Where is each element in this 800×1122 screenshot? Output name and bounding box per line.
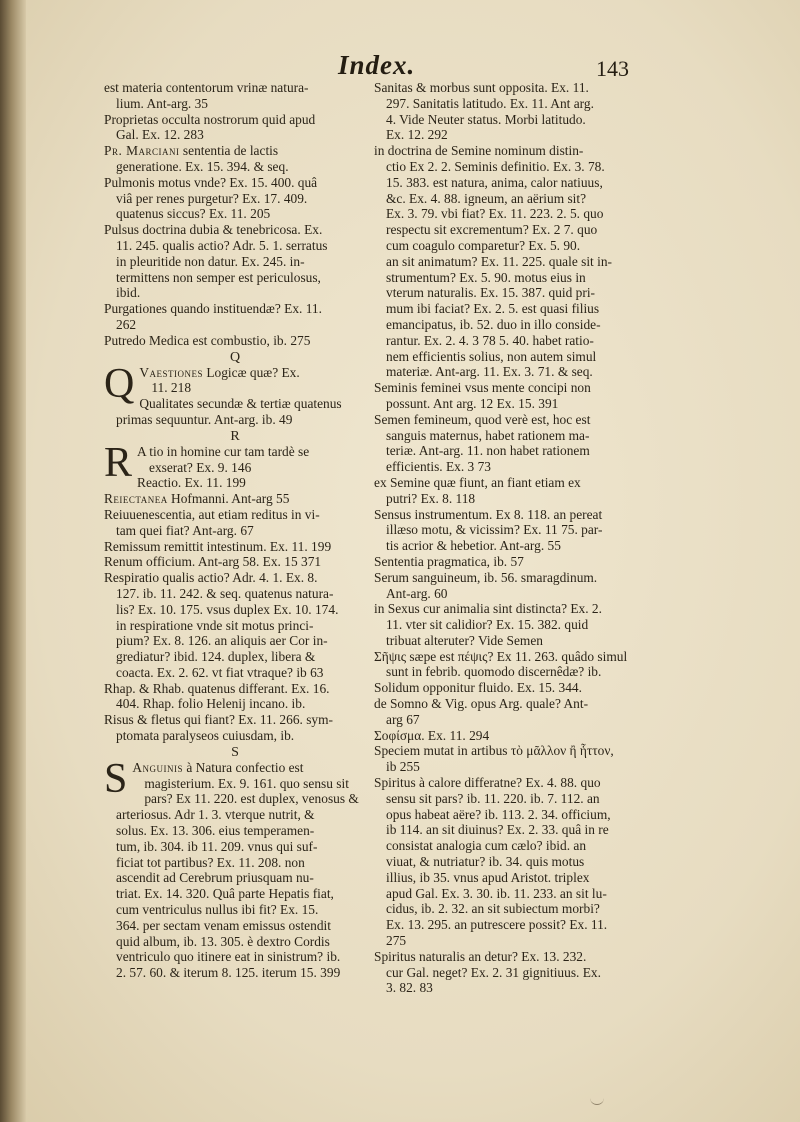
entry-line	[374, 917, 638, 933]
page-mark	[590, 1094, 604, 1105]
index-entry	[374, 475, 638, 507]
entry-line	[139, 396, 366, 412]
index-entry	[374, 649, 638, 681]
index-entry	[374, 949, 638, 996]
entry-line	[374, 475, 638, 491]
entry-text: 404. Rhap. folio Helenij incano. ib.	[116, 696, 306, 712]
entry-line	[104, 238, 366, 254]
entry-text: Ex. 12. 292	[386, 127, 448, 143]
entry-text: Semen femineum, quod verè est, hoc est	[374, 411, 591, 427]
entry-text: Respiratio qualis actio? Adr. 4. 1. Ex. 8.	[104, 570, 318, 586]
entry-text: cum ventriculus nullus ibi fit? Ex. 15.	[116, 902, 319, 918]
entry-line	[374, 822, 638, 838]
entry-text: sanguis maternus, habet rationem ma-	[386, 427, 590, 443]
index-entry	[104, 333, 366, 349]
entry-text: triat. Ex. 14. 320. Quâ parte Hepatis fiat,	[116, 886, 334, 902]
entry-text: pium? Ex. 8. 126. an aliquis aer Cor in-	[116, 633, 328, 649]
index-entry	[374, 554, 638, 570]
entry-line	[104, 902, 366, 918]
entry-text: quid album, ib. 13. 305. è dextro Cordis	[116, 933, 330, 949]
entry-line	[104, 222, 366, 238]
entry-text: possunt. Ant arg. 12 Ex. 15. 391	[386, 395, 559, 411]
entry-text: Speciem mutat in artibus τὸ μᾶλλον ἢ ἧττον,	[374, 743, 614, 759]
entry-line	[374, 254, 638, 270]
index-entry	[104, 301, 366, 333]
entry-line	[137, 460, 366, 476]
entry-line	[374, 680, 638, 696]
entry-line	[104, 191, 366, 207]
entry-line	[104, 175, 366, 191]
entry-text: 127. ib. 11. 242. & seq. quatenus natura-	[116, 585, 334, 601]
entry-line	[374, 712, 638, 728]
index-entry	[374, 601, 638, 648]
entry-text: primas sequuntur. Ant-arg. ib. 49	[116, 411, 293, 427]
entry-line	[374, 301, 638, 317]
entry-text: ib 255	[386, 759, 420, 775]
entry-text: 275	[386, 933, 407, 949]
entry-text: in respiratione vnde sit motus princi-	[116, 617, 314, 633]
index-entry	[104, 712, 366, 744]
entry-line	[104, 934, 366, 950]
entry-line	[104, 949, 366, 965]
entry-text: Sanitas & morbus sunt opposita. Ex. 11.	[374, 80, 589, 95]
entry-line	[104, 870, 366, 886]
entry-line	[374, 412, 638, 428]
entry-text: solus. Ex. 13. 306. eius temperamen-	[116, 823, 315, 839]
entry-text: materiæ. Ant-arg. 11. Ex. 3. 71. & seq.	[386, 364, 593, 380]
entry-text: Spiritus naturalis an detur? Ex. 13. 232.	[374, 948, 587, 964]
entry-line	[132, 776, 366, 792]
left-column	[104, 80, 366, 981]
entry-line	[137, 475, 366, 491]
entry-text: nem efficientis solius, non autem simul	[386, 348, 597, 364]
entry-line	[374, 270, 638, 286]
entry-line	[104, 665, 366, 681]
entry-line	[104, 333, 366, 349]
index-entry	[374, 507, 638, 554]
entry-line	[374, 586, 638, 602]
index-entry	[374, 775, 638, 949]
entry-text: strumentum? Ex. 5. 90. motus eius in	[386, 269, 586, 285]
entry-line	[104, 855, 366, 871]
entry-line	[374, 538, 638, 554]
entry-line	[104, 807, 366, 823]
entry-text: tribuat alteruter? Vide Semen	[386, 632, 543, 648]
entry-line	[374, 428, 638, 444]
index-entry	[104, 570, 366, 681]
index-entry	[104, 475, 366, 491]
entry-text: de Somno & Vig. opus Arg. quale? Ant-	[374, 696, 589, 712]
entry-line	[104, 602, 366, 618]
letter-heading-q: Q	[229, 349, 241, 365]
entry-text: illius, ib 35. vnus apud Aristot. triplex	[386, 869, 590, 885]
index-entry	[104, 507, 366, 539]
entry-text: quatenus siccus? Ex. 11. 205	[116, 206, 271, 222]
index-entry	[374, 743, 638, 775]
entry-line	[104, 649, 366, 665]
entry-keyword: Pr. Marciani	[104, 143, 180, 159]
entry-line	[374, 522, 638, 538]
entry-line	[374, 396, 638, 412]
entry-line	[374, 491, 638, 507]
entry-text: lium. Ant-arg. 35	[116, 95, 208, 111]
entry-text: lis? Ex. 10. 175. vsus duplex Ex. 10. 174.	[116, 601, 339, 617]
entry-line	[104, 839, 366, 855]
binding-gutter	[0, 0, 26, 1122]
entry-line	[104, 712, 366, 728]
entry-line	[374, 838, 638, 854]
entry-line	[104, 539, 366, 555]
entry-text: Qualitates secundæ & tertiæ quatenus	[139, 396, 342, 412]
entry-text: ex Semine quæ fiunt, an fiant etiam ex	[374, 474, 581, 490]
entry-line	[104, 554, 366, 570]
index-entries-s-continued	[374, 80, 638, 996]
entry-text: ascendit ad Cerebrum priusquam nu-	[116, 870, 314, 886]
entry-line	[104, 696, 366, 712]
entry-line	[374, 507, 638, 523]
entry-text: mum ibi faciat? Ex. 2. 5. est quasi filius	[386, 301, 600, 317]
entry-text: Sententia pragmatica, ib. 57	[374, 553, 524, 569]
entry-line	[374, 222, 638, 238]
entry-text: exserat? Ex. 9. 146	[149, 459, 252, 475]
entry-line	[374, 333, 638, 349]
entry-text: viuat, & nutriatur? ib. 34. quis motus	[386, 854, 585, 870]
entry-line	[374, 949, 638, 965]
entry-line	[374, 886, 638, 902]
index-entry	[374, 143, 638, 380]
entry-text: 2. 57. 60. & iterum 8. 125. iterum 15. 399	[116, 965, 341, 981]
entry-text: tum, ib. 304. ib 11. 209. vnus qui suf-	[116, 838, 318, 854]
right-column	[374, 80, 638, 996]
entry-line	[374, 443, 638, 459]
entry-line	[104, 681, 366, 697]
entry-text: apud Gal. Ex. 3. 30. ib. 11. 233. an sit lu-	[386, 885, 607, 901]
entry-line	[137, 444, 366, 460]
entry-line	[132, 791, 366, 807]
index-entry	[104, 80, 366, 112]
entry-line	[374, 870, 638, 886]
entry-text: cum coagulo comparetur? Ex. 5. 90.	[386, 237, 581, 253]
entry-line	[374, 349, 638, 365]
drop-capital: Q	[104, 360, 135, 407]
entry-text: pars? Ex 11. 220. est duplex, venosus &	[144, 791, 359, 807]
entry-keyword: Reiectanea	[104, 491, 168, 507]
entry-line	[104, 586, 366, 602]
entry-text: putri? Ex. 8. 118	[386, 490, 476, 506]
entry-line	[374, 459, 638, 475]
entry-line	[104, 633, 366, 649]
entry-text: cidus, ib. 2. 32. an sit subiectum morbi?	[386, 901, 600, 917]
entry-text: in doctrina de Semine nominum distin-	[374, 143, 584, 159]
entry-line	[104, 886, 366, 902]
entry-line	[374, 807, 638, 823]
entry-text: Logicæ quæ? Ex.	[203, 364, 300, 380]
entry-line	[374, 696, 638, 712]
entry-line	[374, 965, 638, 981]
entry-text: Rhap. & Rhab. quatenus differant. Ex. 16.	[104, 680, 330, 696]
entry-text: A tio in homine cur tam tardè se	[137, 443, 310, 459]
entry-text: tam quei fiat? Ant-arg. 67	[116, 522, 254, 538]
index-entry	[374, 570, 638, 602]
entry-line	[374, 791, 638, 807]
entry-text: Ant-arg. 60	[386, 585, 448, 601]
index-entry	[374, 412, 638, 475]
entry-text: 11. 245. qualis actio? Adr. 5. 1. serratus	[116, 237, 328, 253]
entry-text: 297. Sanitatis latitudo. Ex. 11. Ant arg.	[386, 95, 594, 111]
entry-line	[374, 980, 638, 996]
entry-line	[374, 175, 638, 191]
index-entry	[104, 491, 366, 507]
entry-line	[104, 965, 366, 981]
entry-text: 3. 82. 83	[386, 980, 433, 996]
index-entry	[104, 396, 366, 428]
entry-line	[374, 664, 638, 680]
entry-text: 364. per sectam venam emissus ostendit	[116, 917, 331, 933]
entry-line	[104, 570, 366, 586]
entry-line	[104, 618, 366, 634]
entry-text: Reactio. Ex. 11. 199	[137, 475, 246, 491]
index-entry	[104, 143, 366, 175]
entry-text: efficientis. Ex. 3 73	[386, 459, 491, 475]
entry-line	[104, 254, 366, 270]
entry-line	[374, 112, 638, 128]
entry-text: Pulmonis motus vnde? Ex. 15. 400. quâ	[104, 174, 318, 190]
entry-line	[374, 143, 638, 159]
entry-text: teriæ. Ant-arg. 11. non habet rationem	[386, 443, 590, 459]
entry-text: tis acrior & hebetior. Ant-arg. 55	[386, 538, 561, 554]
entry-line	[374, 238, 638, 254]
entry-text: sunt in febrib. quomodo discernêdæ? ib.	[386, 664, 602, 680]
entry-text: vterum naturalis. Ex. 15. 387. quid pri-	[386, 285, 596, 301]
entry-text: Reiuuenescentia, aut etiam reditus in vi-	[104, 506, 320, 522]
entry-line	[374, 191, 638, 207]
index-entry	[104, 755, 366, 981]
entry-text: magisterium. Ex. 9. 161. quo sensu sit	[144, 775, 349, 791]
entry-text: Spiritus à calore differatne? Ex. 4. 88. quo	[374, 775, 601, 791]
entry-text: 11. vter sit calidior? Ex. 15. 382. quid	[386, 617, 589, 633]
entry-text: Ex. 13. 295. an putrescere possit? Ex. 11.	[386, 917, 608, 933]
entry-text: Sensus instrumentum. Ex 8. 118. an pereat	[374, 506, 603, 522]
entry-line	[374, 127, 638, 143]
entry-line	[374, 380, 638, 396]
entry-line	[104, 80, 366, 96]
entry-text: sententia de lactis	[179, 143, 279, 159]
entry-text: ibid.	[116, 285, 141, 301]
entry-line	[139, 365, 366, 381]
entry-line	[374, 775, 638, 791]
entry-text: Serum sanguineum, ib. 56. smaragdinum.	[374, 569, 598, 585]
entry-line	[104, 143, 366, 159]
entry-line	[104, 507, 366, 523]
index-entry	[104, 554, 366, 570]
entry-text: à Natura confectio est	[183, 759, 304, 775]
entry-text: ib 114. an sit diuinus? Ex. 2. 33. quâ in re	[386, 822, 609, 838]
entry-text: ventriculo quo itinere eat in sinistrum? ib.	[116, 949, 341, 965]
entry-text: Proprietas occulta nostrorum quid apud	[104, 111, 316, 127]
entry-line	[104, 301, 366, 317]
entry-text: Seminis feminei vsus mente concipi non	[374, 380, 591, 396]
entry-text: 11. 218	[151, 380, 192, 396]
entry-line	[104, 728, 366, 744]
entry-line	[104, 206, 366, 222]
index-entries-s	[104, 755, 366, 981]
entry-text: in Sexus cur animalia sint distincta? Ex. 2.	[374, 601, 602, 617]
index-entry	[374, 680, 638, 696]
entry-line	[374, 601, 638, 617]
index-entry	[374, 696, 638, 728]
index-entry	[374, 80, 638, 143]
entry-line	[104, 412, 366, 428]
entry-text: Ex. 3. 79. vbi fiat? Ex. 11. 223. 2. 5. quo	[386, 206, 604, 222]
entry-text: ficiat tot partibus? Ex. 11. 208. non	[116, 854, 305, 870]
entry-text: coacta. Ex. 2. 62. vt fiat vtraque? ib 63	[116, 664, 324, 680]
entry-line	[374, 617, 638, 633]
page-number: 143	[596, 56, 629, 81]
entry-keyword: Anguinis	[132, 759, 184, 775]
entry-text: opus habeat aëre? ib. 113. 2. 34. officium,	[386, 806, 611, 822]
entry-text: in pleuritide non datur. Ex. 245. in-	[116, 253, 305, 269]
entry-line	[104, 823, 366, 839]
entry-text: Purgationes quando instituendæ? Ex. 11.	[104, 301, 322, 317]
entry-text: Σοφίσμα. Ex. 11. 294	[374, 727, 490, 743]
entry-line	[374, 285, 638, 301]
entry-line	[374, 80, 638, 96]
index-entry	[104, 112, 366, 144]
index-entry	[104, 539, 366, 555]
entry-text: respectu sit excrementum? Ex. 2 7. quo	[386, 222, 598, 238]
entry-text: Risus & fletus qui fiant? Ex. 11. 266. sym-	[104, 712, 333, 728]
entry-line	[374, 728, 638, 744]
entry-text: &c. Ex. 4. 88. igneum, an aërium sit?	[386, 190, 587, 206]
entry-keyword: Vaestiones	[139, 364, 204, 380]
entry-line	[104, 159, 366, 175]
entry-text: arg 67	[386, 711, 420, 727]
index-entries-r	[104, 439, 366, 744]
entry-text: consistat analogia cum cælo? ibid. an	[386, 838, 587, 854]
entry-line	[374, 759, 638, 775]
index-entry	[374, 728, 638, 744]
entry-line	[104, 96, 366, 112]
entry-line	[104, 112, 366, 128]
entry-text: an sit animatum? Ex. 11. 225. quale sit in-	[386, 253, 612, 269]
entry-text: emancipatus, ib. 52. duo in illo conside-	[386, 316, 601, 332]
running-title: Index.	[338, 50, 416, 80]
entry-line	[104, 491, 366, 507]
entry-line	[104, 285, 366, 301]
entry-line	[374, 633, 638, 649]
index-entry	[104, 175, 366, 222]
index-entry	[104, 222, 366, 301]
letter-heading-s: S	[231, 744, 239, 760]
entry-text: 15. 383. est natura, anima, calor natiuus,	[386, 174, 603, 190]
entry-text: Putredo Medica est combustio, ib. 275	[104, 332, 311, 348]
drop-capital: S	[104, 755, 128, 802]
entry-line	[139, 380, 366, 396]
entry-line	[374, 901, 638, 917]
entry-line	[374, 206, 638, 222]
entry-text: Renum officium. Ant-arg 58. Ex. 15 371	[104, 554, 322, 570]
entry-text: sensu sit pars? ib. 11. 220. ib. 7. 112. an	[386, 790, 600, 806]
entry-text: Remissum remittit intestinum. Ex. 11. 199	[104, 538, 332, 554]
letter-heading-r: R	[230, 428, 240, 444]
entry-text: Σῆψις sæpe est πέψις? Ex 11. 263. quâdo simul	[374, 648, 628, 664]
entry-text: Hofmanni. Ant-arg 55	[167, 491, 290, 507]
index-entries-q	[104, 360, 366, 428]
entry-line	[374, 743, 638, 759]
entry-text: termittens non semper est periculosus,	[116, 269, 321, 285]
entry-text: est materia contentorum vrinæ natura-	[104, 80, 309, 95]
entry-line	[104, 523, 366, 539]
entry-text: cur Gal. neget? Ex. 2. 31 gignitiuus. Ex.	[386, 964, 601, 980]
entry-text: 262	[116, 316, 137, 332]
entry-line	[374, 159, 638, 175]
entry-text: ptomata paralyseos cuiusdam, ib.	[116, 728, 295, 744]
entry-line	[104, 918, 366, 934]
entry-text: Gal. Ex. 12. 283	[116, 127, 204, 143]
entry-text: 4. Vide Neuter status. Morbi latitudo.	[386, 111, 586, 127]
index-entry	[374, 380, 638, 412]
entry-text: ctio Ex 2. 2. Seminis definitio. Ex. 3. 78.	[386, 158, 605, 174]
entry-text: arteriosus. Adr 1. 3. vterque nutrit, &	[116, 807, 315, 823]
entry-line	[104, 317, 366, 333]
entry-line	[374, 317, 638, 333]
entry-line	[374, 649, 638, 665]
entry-line	[374, 854, 638, 870]
entry-text: rantur. Ex. 2. 4. 3 78 5. 40. habet ratio-	[386, 332, 594, 348]
entry-line	[104, 127, 366, 143]
entry-line	[374, 364, 638, 380]
entry-text: Pulsus doctrina dubia & tenebricosa. Ex.	[104, 222, 323, 238]
entry-line	[374, 933, 638, 949]
entry-line	[104, 270, 366, 286]
entry-line	[374, 570, 638, 586]
entry-text: grediatur? ibid. 124. duplex, libera &	[116, 649, 316, 665]
entry-line	[374, 96, 638, 112]
index-entries-p	[104, 80, 366, 349]
entry-text: Solidum opponitur fluido. Ex. 15. 344.	[374, 680, 582, 696]
entry-line	[132, 760, 366, 776]
entry-line	[374, 554, 638, 570]
entry-text: illæso motu, & vicissim? Ex. 11 75. par-	[386, 522, 603, 538]
entry-text: viâ per renes purgetur? Ex. 17. 409.	[116, 190, 308, 206]
index-entry	[104, 681, 366, 713]
entry-text: generatione. Ex. 15. 394. & seq.	[116, 158, 289, 174]
drop-capital: R	[104, 439, 133, 486]
